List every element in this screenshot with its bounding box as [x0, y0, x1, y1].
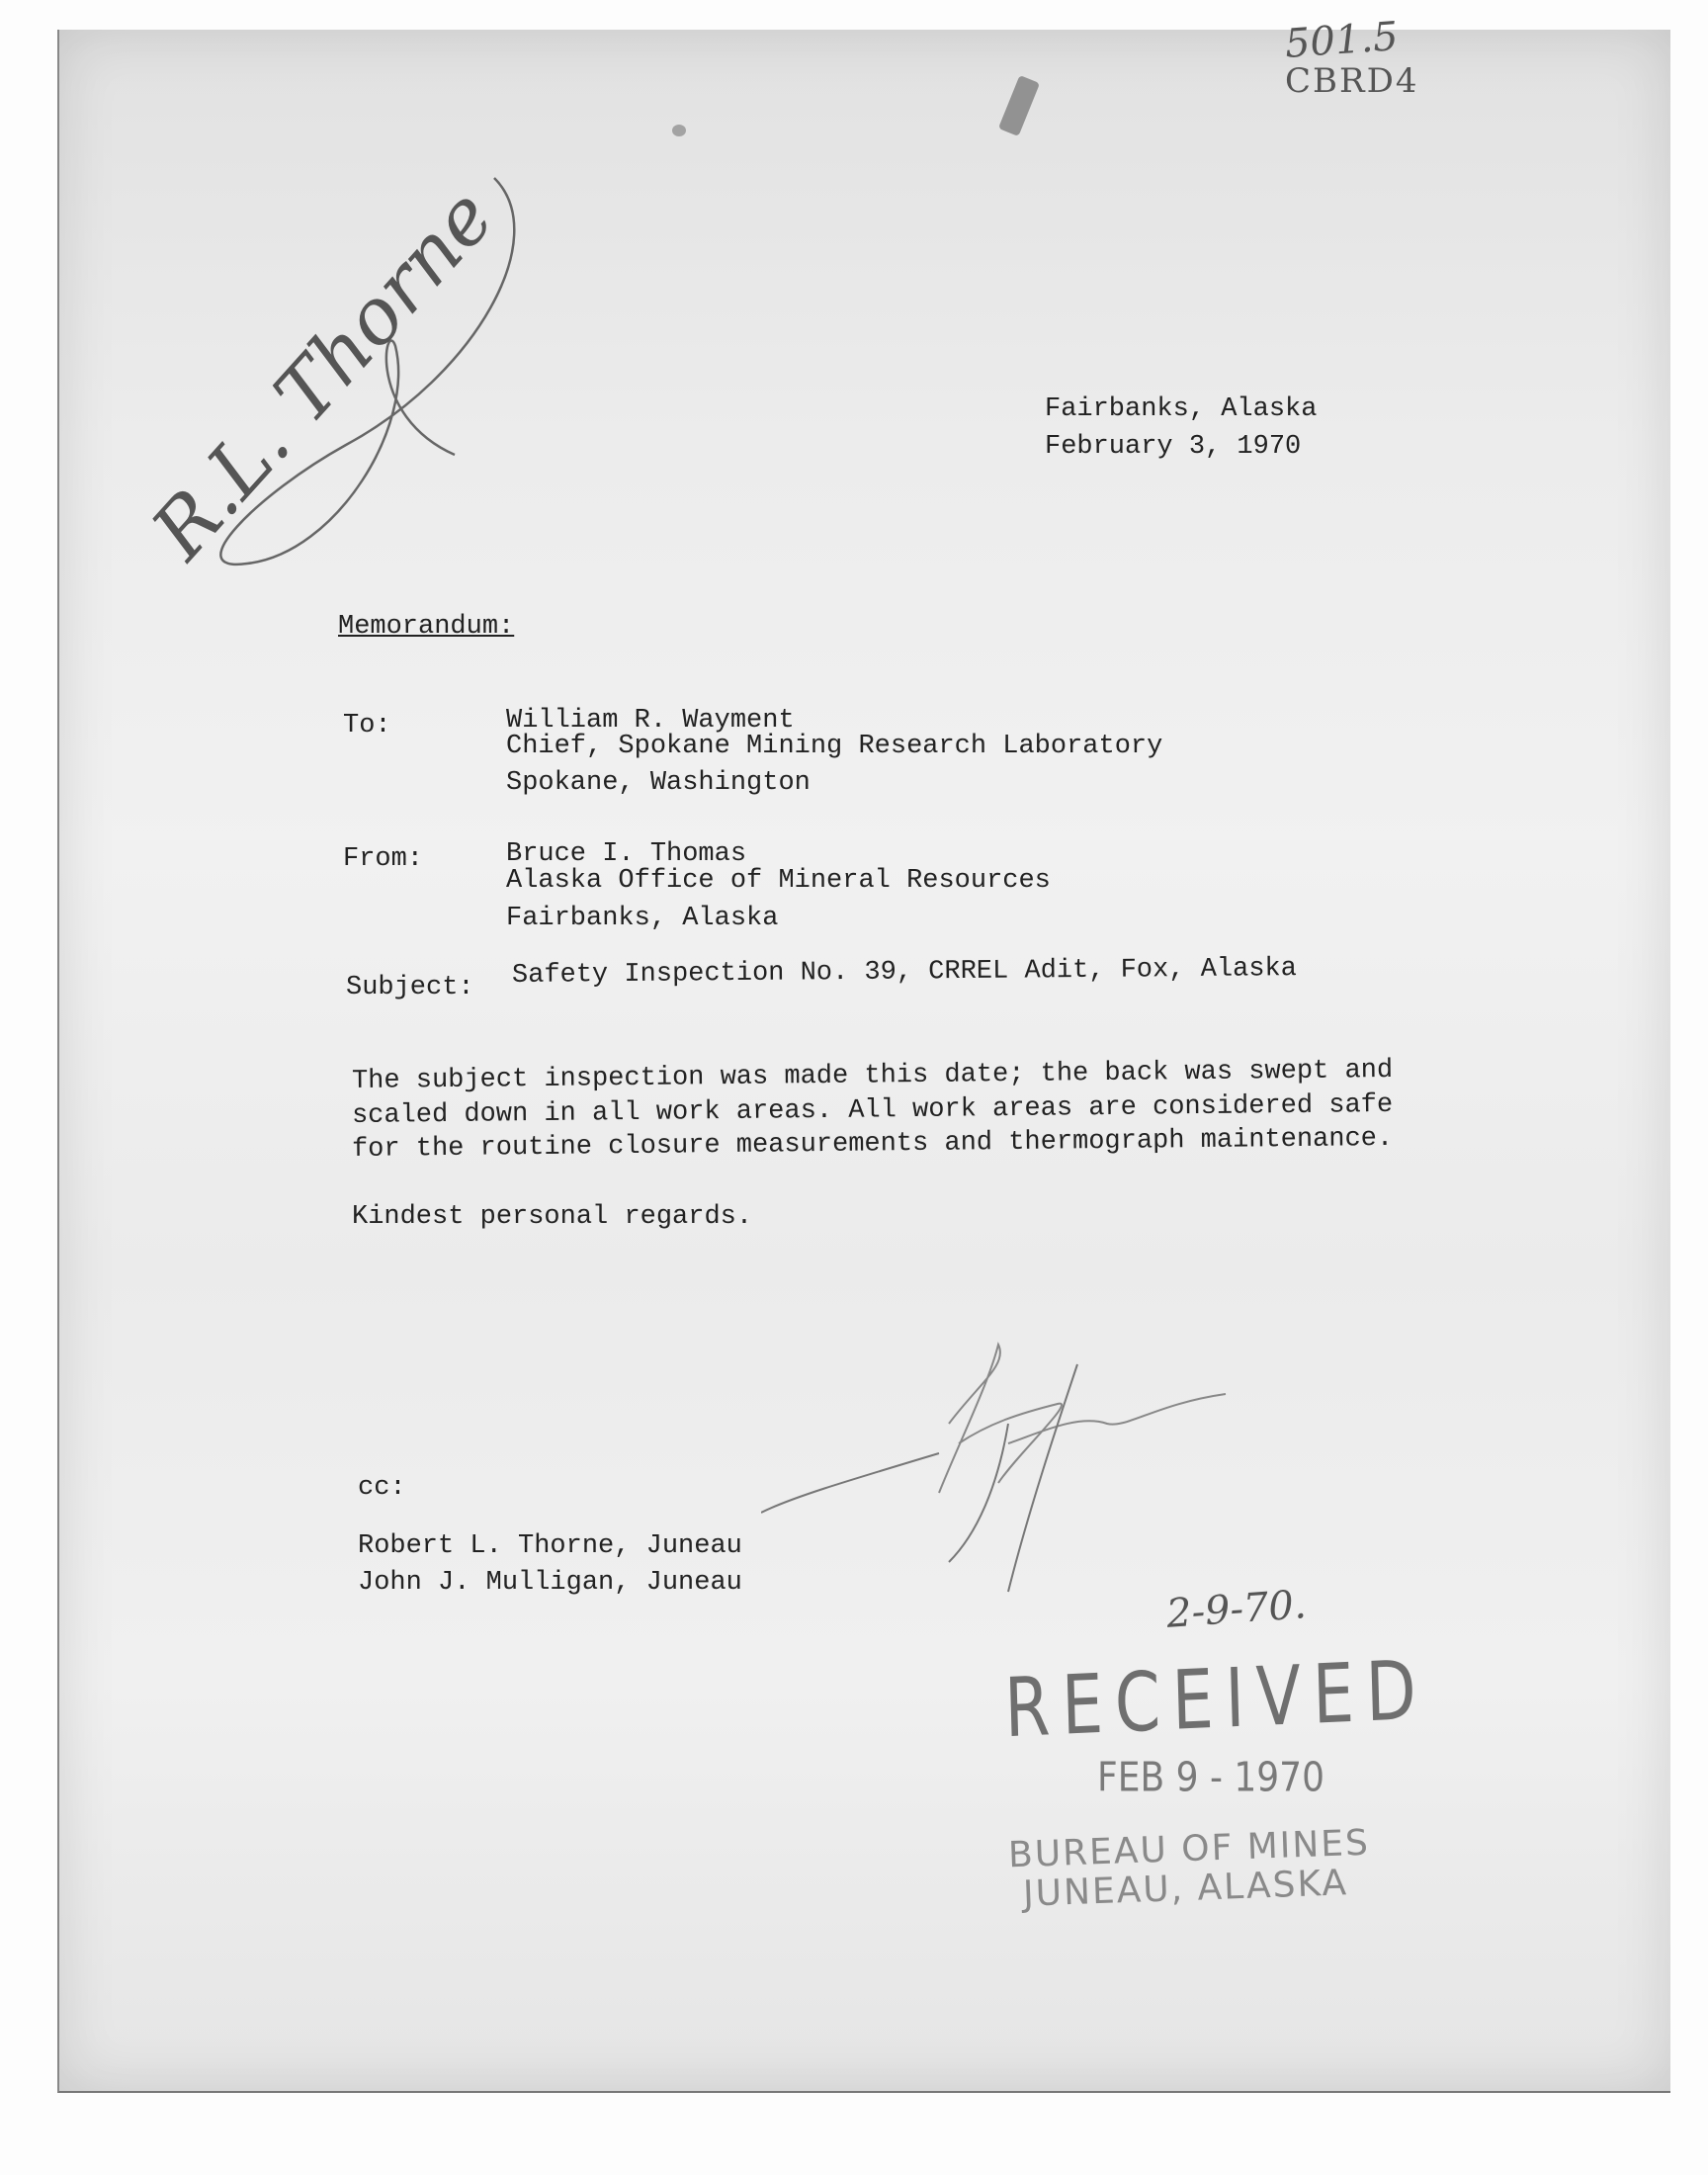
body-line: The subject inspection was made this date; the back was swept and	[351, 1055, 1394, 1096]
subject-text: Safety Inspection No. 39, CRREL Adit, Fox, Alaska	[511, 954, 1298, 991]
closing-line: Kindest personal regards.	[352, 1202, 753, 1232]
letter-place: Fairbanks, Alaska	[1045, 394, 1318, 424]
from-line: Alaska Office of Mineral Resources	[506, 866, 1051, 896]
from-line: Fairbanks, Alaska	[506, 904, 779, 933]
body-line: scaled down in all work areas. All work areas are considered safe	[351, 1089, 1394, 1131]
file-number-top: 501.5	[1283, 14, 1400, 67]
to-line: Spokane, Washington	[506, 768, 811, 798]
stamp-date: FEB 9 - 1970	[1097, 1754, 1324, 1802]
signature-scribble	[761, 1325, 1236, 1611]
file-number-bottom: CBRD4	[1285, 61, 1419, 101]
body-line: for the routine closure measurements and thermograph maintenance.	[351, 1123, 1394, 1165]
handwritten-name-text: R.L. Thorne	[135, 172, 512, 576]
cc-line: John J. Mulligan, Juneau	[358, 1568, 742, 1598]
stamp-agency: BUREAU OF MINES	[1007, 1822, 1371, 1876]
to-line: Chief, Spokane Mining Research Laboratory	[506, 732, 1163, 761]
memo-title: Memorandum:	[338, 612, 515, 642]
to-line: William R. Wayment	[506, 706, 795, 736]
from-label: From:	[343, 844, 424, 874]
to-label: To:	[343, 711, 391, 740]
cc-label: cc:	[358, 1473, 406, 1503]
cc-line: Robert L. Thorne, Juneau	[358, 1531, 742, 1561]
stamp-location: JUNEAU, ALASKA	[1022, 1863, 1349, 1915]
smudge-dot	[672, 125, 686, 136]
handwritten-name-annotation	[119, 119, 534, 613]
from-line: Bruce I. Thomas	[506, 839, 747, 869]
handwritten-date: 2-9-70.	[1164, 1582, 1308, 1637]
letter-date: February 3, 1970	[1045, 432, 1302, 462]
subject-label: Subject:	[346, 973, 474, 1002]
received-stamp: RECEIVED	[1003, 1642, 1429, 1757]
